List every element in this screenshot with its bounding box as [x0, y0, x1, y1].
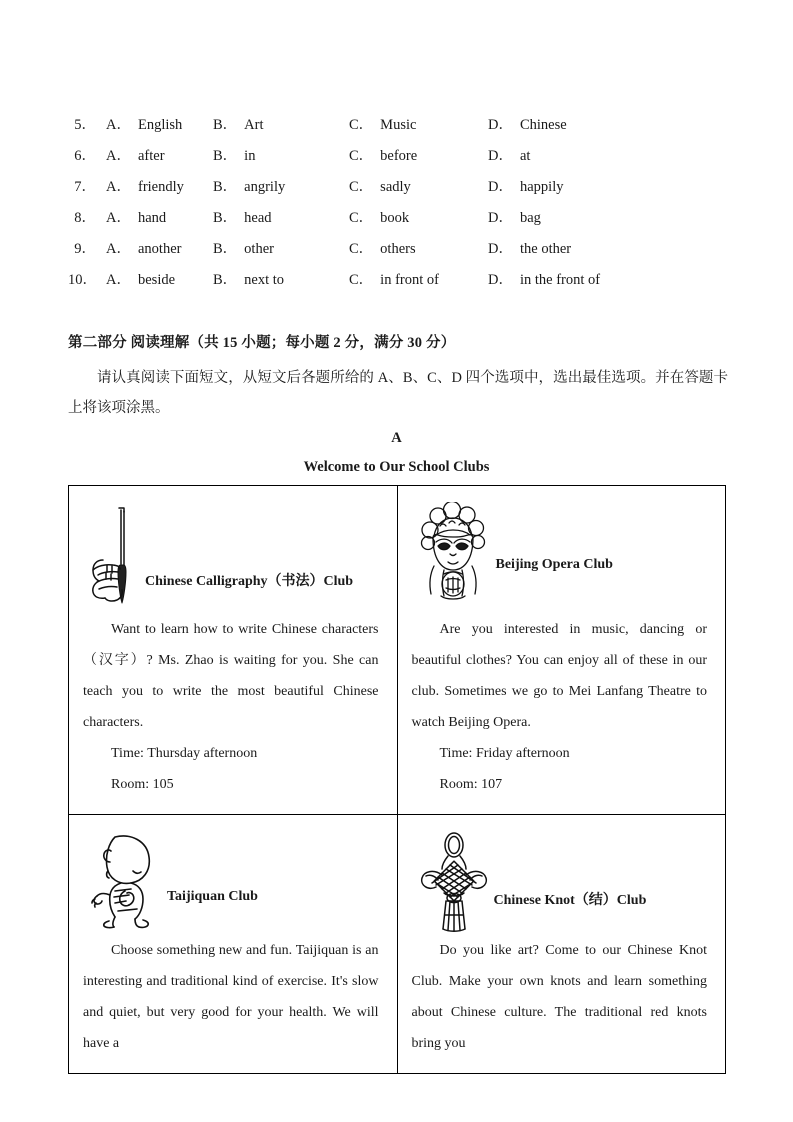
- option-a-label: A．: [106, 272, 131, 288]
- option-c-text: sadly: [380, 179, 411, 195]
- option-c-text: Music: [380, 117, 417, 133]
- mcq-row: [68, 110, 728, 141]
- option-d-text: in the front of: [519, 272, 601, 288]
- option-b[interactable]: [213, 265, 284, 296]
- club-cell-chinese-knot: [397, 815, 726, 1074]
- taijiquan-figure-icon: [85, 831, 165, 936]
- option-b-text: next to: [244, 272, 285, 288]
- option-c[interactable]: [349, 141, 417, 172]
- club-name: Chinese Knot（结）Club: [493, 893, 647, 908]
- option-a-text: friendly: [137, 179, 184, 195]
- option-a-text: after: [137, 148, 165, 164]
- club-header: [412, 502, 708, 614]
- option-b-text: in: [244, 148, 256, 164]
- option-d[interactable]: [488, 110, 567, 141]
- mcq-row: [68, 141, 728, 172]
- option-b[interactable]: [213, 110, 264, 141]
- chinese-knot-icon: [414, 831, 494, 940]
- option-a[interactable]: [106, 203, 166, 234]
- option-b-label: B．: [213, 179, 238, 195]
- option-a[interactable]: [106, 172, 184, 203]
- club-cell-taijiquan: [69, 815, 398, 1074]
- option-c-text: in front of: [380, 272, 439, 288]
- mcq-row: [68, 172, 728, 203]
- option-c-text: others: [380, 241, 416, 257]
- option-b-label: B．: [213, 272, 238, 288]
- option-b[interactable]: [213, 203, 272, 234]
- club-header: [83, 831, 379, 935]
- option-c-text: book: [380, 210, 410, 226]
- option-d-text: happily: [519, 179, 564, 195]
- option-a-label: A．: [106, 241, 131, 257]
- question-number: 10．: [68, 272, 97, 288]
- cloze-options-list: [68, 110, 728, 296]
- club-time: Time: Thursday afternoon: [111, 746, 258, 761]
- mcq-row: [68, 203, 728, 234]
- option-c-label: C．: [349, 210, 374, 226]
- option-a[interactable]: [106, 110, 182, 141]
- option-a-text: beside: [137, 272, 176, 288]
- option-a[interactable]: [106, 141, 165, 172]
- option-a[interactable]: [106, 234, 181, 265]
- option-d[interactable]: [488, 203, 541, 234]
- option-d[interactable]: [488, 172, 563, 203]
- option-c[interactable]: [349, 203, 409, 234]
- option-a-label: A．: [106, 179, 131, 195]
- option-d[interactable]: [488, 265, 600, 296]
- beijing-opera-mask-icon: [414, 502, 494, 611]
- club-name: Taijiquan Club: [167, 889, 258, 904]
- passage-letter: A: [391, 430, 402, 446]
- club-room: Room: 105: [111, 777, 174, 792]
- option-b-label: B．: [213, 148, 238, 164]
- option-c[interactable]: [349, 172, 411, 203]
- option-a-text: hand: [137, 210, 167, 226]
- option-a-label: A．: [106, 117, 131, 133]
- option-b[interactable]: [213, 141, 255, 172]
- option-a-label: A．: [106, 210, 131, 226]
- option-c-label: C．: [349, 179, 374, 195]
- club-description: Want to learn how to write Chinese characters（汉字）? Ms. Zhao is waiting for you. She can teach you to write the most beautiful Chinese characters.: [83, 622, 379, 730]
- option-a-text: English: [137, 117, 183, 133]
- passage-title: Welcome to Our School Clubs: [303, 459, 490, 475]
- option-a-label: A．: [106, 148, 131, 164]
- question-number: 8．: [74, 210, 96, 226]
- mcq-row: [68, 234, 728, 265]
- club-header: [412, 831, 708, 935]
- option-c-label: C．: [349, 272, 374, 288]
- option-d-text: at: [519, 148, 531, 164]
- club-name: Chinese Calligraphy（书法）Club: [145, 574, 354, 589]
- option-b[interactable]: [213, 234, 274, 265]
- option-d[interactable]: [488, 141, 530, 172]
- option-b[interactable]: [213, 172, 285, 203]
- option-b-label: B．: [213, 210, 238, 226]
- option-d-label: D．: [488, 210, 513, 226]
- club-time: Time: Friday afternoon: [439, 746, 570, 761]
- option-b-label: B．: [213, 117, 238, 133]
- club-description: Do you like art? Come to our Chinese Knot Club. Make your own knots and learn something about Chinese culture. The traditional red knots bring you: [411, 943, 707, 1051]
- option-c-text: before: [380, 148, 418, 164]
- option-b-text: other: [244, 241, 274, 257]
- question-number: 5．: [74, 117, 96, 133]
- question-number: 6．: [74, 148, 96, 164]
- option-c-label: C．: [349, 148, 374, 164]
- option-b-text: Art: [244, 117, 264, 133]
- option-a[interactable]: [106, 265, 175, 296]
- option-b-label: B．: [213, 241, 238, 257]
- club-description: Choose something new and fun. Taijiquan is an interesting and traditional kind of exercise. It's slow and quiet, but very good for your health. We will have a: [83, 943, 379, 1051]
- option-d-text: the other: [519, 241, 572, 257]
- option-d-label: D．: [488, 179, 513, 195]
- question-number: 7．: [74, 179, 96, 195]
- option-d-label: D．: [488, 272, 513, 288]
- mcq-row: [68, 265, 728, 296]
- option-d-text: Chinese: [519, 117, 567, 133]
- option-c[interactable]: [349, 234, 416, 265]
- table-row: [69, 486, 726, 815]
- option-d[interactable]: [488, 234, 571, 265]
- section-instructions: 请认真阅读下面短文，从短文后各题所给的 A、B、C、D 四个选项中，选出最佳选项。并在答题卡上将该项涂黑。: [68, 370, 728, 416]
- option-c-label: C．: [349, 241, 374, 257]
- option-d-text: bag: [519, 210, 541, 226]
- school-clubs-table: [68, 485, 726, 1074]
- club-cell-beijing-opera: [397, 486, 726, 815]
- option-b-text: angrily: [244, 179, 286, 195]
- option-a-text: another: [137, 241, 182, 257]
- option-d-label: D．: [488, 117, 513, 133]
- option-d-label: D．: [488, 241, 513, 257]
- option-c-label: C．: [349, 117, 374, 133]
- club-cell-calligraphy: [69, 486, 398, 815]
- calligraphy-brush-icon: [85, 502, 149, 619]
- option-c[interactable]: [349, 265, 439, 296]
- option-d-label: D．: [488, 148, 513, 164]
- club-description: Are you interested in music, dancing or beautiful clothes? You can enjoy all of these in our club. Sometimes we go to Mei Lanfang Theatre to watch Beijing Opera.: [411, 622, 707, 730]
- table-row: [69, 815, 726, 1074]
- option-c[interactable]: [349, 110, 416, 141]
- option-b-text: head: [244, 210, 272, 226]
- club-room: Room: 107: [439, 777, 503, 792]
- club-name: Beijing Opera Club: [495, 557, 613, 572]
- section-heading: 第二部分 阅读理解（共 15 小题；每小题 2 分，满分 30 分）: [68, 335, 456, 351]
- club-header: [83, 502, 379, 614]
- question-number: 9．: [74, 241, 96, 257]
